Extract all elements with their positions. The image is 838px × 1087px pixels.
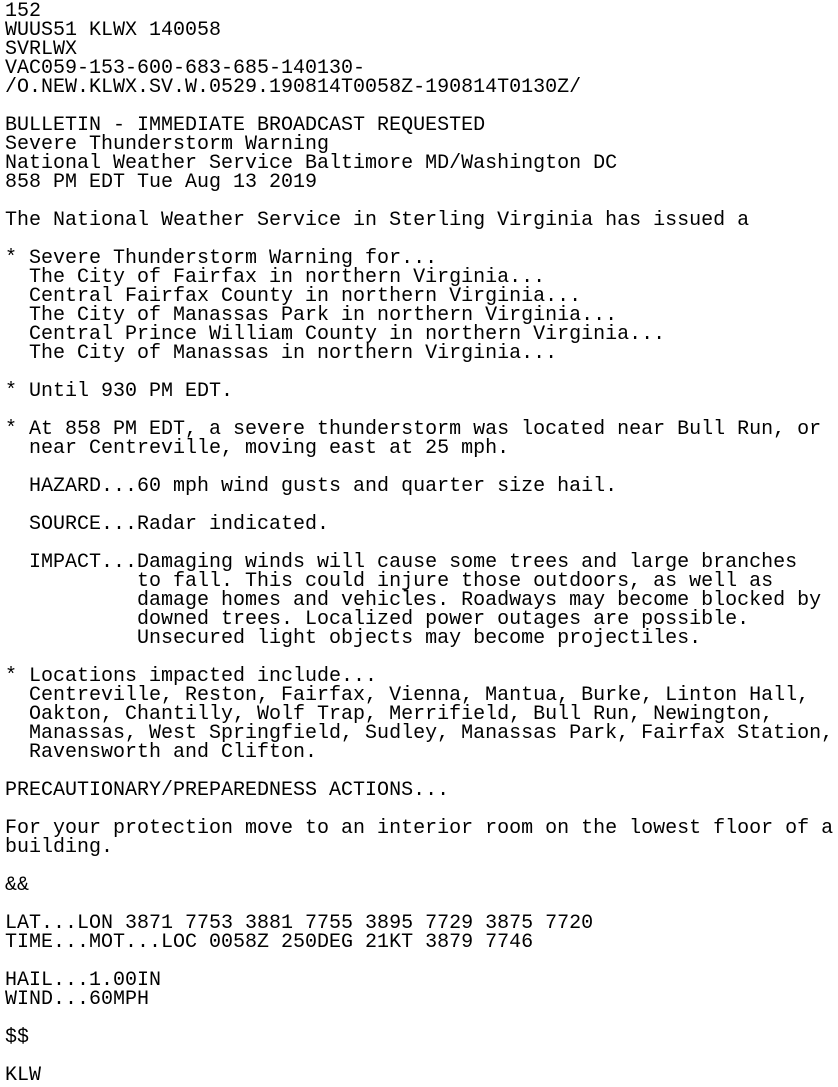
bulletin-line: For your protection move to an interior room on the lowest floor of a <box>5 817 834 840</box>
bulletin-line: KLW <box>5 1064 42 1087</box>
bulletin-line: Central Fairfax County in northern Virginia... <box>5 285 582 308</box>
bulletin-line: /O.NEW.KLWX.SV.W.0529.190814T0058Z-190814T0130Z/ <box>5 76 582 99</box>
bulletin-line: building. <box>5 836 114 859</box>
bulletin-line: Unsecured light objects may become projectiles. <box>5 627 702 650</box>
bulletin-line: Ravensworth and Clifton. <box>5 741 318 764</box>
bulletin-line: SOURCE...Radar indicated. <box>5 513 330 536</box>
bulletin-line: damage homes and vehicles. Roadways may become blocked by <box>5 589 822 612</box>
bulletin-line: Central Prince William County in northern Virginia... <box>5 323 666 346</box>
bulletin-line <box>5 1047 833 1066</box>
bulletin-line: National Weather Service Baltimore MD/Washington DC <box>5 152 618 175</box>
bulletin-line: 858 PM EDT Tue Aug 13 2019 <box>5 171 318 194</box>
bulletin-line: * At 858 PM EDT, a severe thunderstorm was located near Bull Run, or <box>5 418 822 441</box>
bulletin-line <box>5 1009 833 1028</box>
bulletin-line: The National Weather Service in Sterling Virginia has issued a <box>5 209 750 232</box>
bulletin-line: SVRLWX <box>5 38 78 61</box>
bulletin-line: Severe Thunderstorm Warning <box>5 133 330 156</box>
bulletin-line: * Until 930 PM EDT. <box>5 380 234 403</box>
bulletin-line: Oakton, Chantilly, Wolf Trap, Merrifield, Bull Run, Newington, <box>5 703 774 726</box>
bulletin-line: The City of Fairfax in northern Virginia... <box>5 266 546 289</box>
bulletin-line: VAC059-153-600-683-685-140130- <box>5 57 366 80</box>
bulletin-line: HAIL...1.00IN <box>5 969 162 992</box>
bulletin-line: HAZARD...60 mph wind gusts and quarter size hail. <box>5 475 618 498</box>
bulletin-line: The City of Manassas in northern Virginia... <box>5 342 558 365</box>
bulletin-line: && <box>5 874 30 897</box>
bulletin-line: WUUS51 KLWX 140058 <box>5 19 222 42</box>
bulletin-line: $$ <box>5 1026 30 1049</box>
bulletin-line: * Locations impacted include... <box>5 665 378 688</box>
bulletin-line <box>5 857 833 876</box>
bulletin-line: 152 <box>5 0 42 23</box>
bulletin-line: IMPACT...Damaging winds will cause some trees and large branches <box>5 551 798 574</box>
bulletin-line: Centreville, Reston, Fairfax, Vienna, Mantua, Burke, Linton Hall, <box>5 684 810 707</box>
bulletin-line: TIME...MOT...LOC 0058Z 250DEG 21KT 3879 7746 <box>5 931 534 954</box>
bulletin-line: The City of Manassas Park in northern Virginia... <box>5 304 618 327</box>
warning-bulletin-text <box>5 2 833 1085</box>
bulletin-line: to fall. This could injure those outdoors, as well as <box>5 570 774 593</box>
bulletin-line: PRECAUTIONARY/PREPAREDNESS ACTIONS... <box>5 779 450 802</box>
bulletin-line: LAT...LON 3871 7753 3881 7755 3895 7729 3875 7720 <box>5 912 594 935</box>
bulletin-line: Manassas, West Springfield, Sudley, Manassas Park, Fairfax Station, <box>5 722 834 745</box>
bulletin-line: * Severe Thunderstorm Warning for... <box>5 247 438 270</box>
bulletin-line: near Centreville, moving east at 25 mph. <box>5 437 510 460</box>
bulletin-line: WIND...60MPH <box>5 988 150 1011</box>
bulletin-line: BULLETIN - IMMEDIATE BROADCAST REQUESTED <box>5 114 486 137</box>
bulletin-line: downed trees. Localized power outages are possible. <box>5 608 750 631</box>
